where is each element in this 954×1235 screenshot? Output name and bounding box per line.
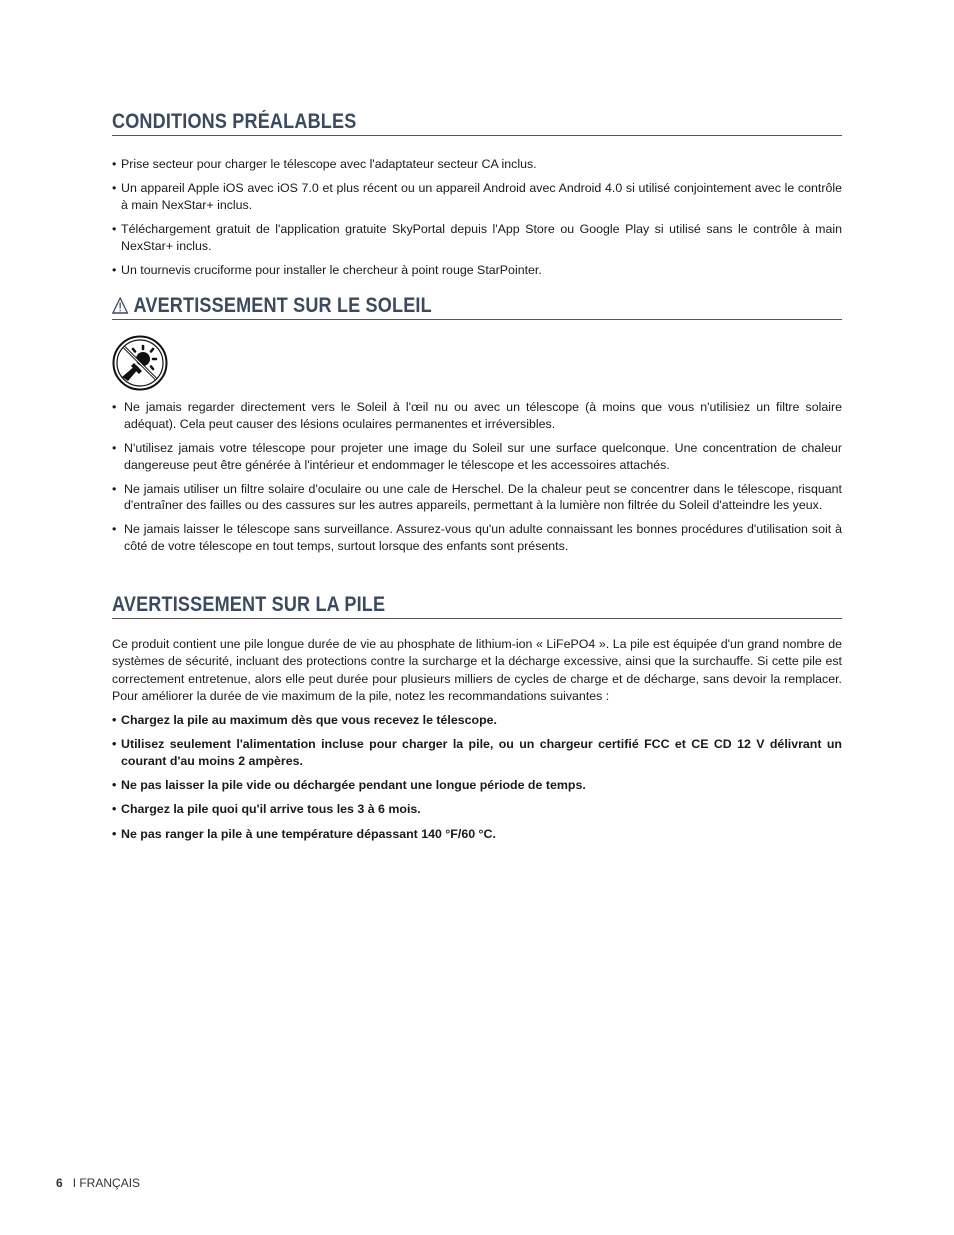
section-heading-battery	[112, 593, 842, 619]
list-item: • Un tournevis cruciforme pour installer le chercheur à point rouge StarPointer.	[112, 262, 842, 279]
list-item: • Téléchargement gratuit de l'application gratuite SkyPortal depuis l'App Store ou Google Play si utilisé sans le contrôle à main NexStar+ inclus.	[112, 221, 842, 255]
list-item: • Ne jamais laisser le télescope sans surveillance. Assurez-vous qu'un adulte connaissant les bonnes procédures d'utilisation soit à côté de votre télescope en tout temps, surtout lorsque des enfants sont présents.	[112, 521, 842, 555]
list-item: • Un appareil Apple iOS avec iOS 7.0 et plus récent ou un appareil Android avec Android 4.0 si utilisé conjointement avec le contrôle à main NexStar+ inclus.	[112, 180, 842, 214]
no-sun-viewing-icon	[112, 335, 168, 391]
list-item: • Ne jamais utiliser un filtre solaire d'oculaire ou une cale de Herschel. De la chaleur peut se concentrer dans le télescope, risquant d'entraîner des failles ou des cassures sur les autres appareils, permettant à la lumière non filtrée du Soleil d'atteindre les yeux.	[112, 481, 842, 515]
page-footer	[56, 1176, 140, 1190]
prereq-list	[112, 156, 842, 286]
section-title-text: AVERTISSEMENT SUR LE SOLEIL	[133, 294, 432, 317]
list-item: • Chargez la pile au maximum dès que vous recevez le télescope.	[112, 712, 842, 729]
section-heading-prereq	[112, 110, 842, 136]
section-title: CONDITIONS PRÉALABLES	[112, 110, 357, 133]
warning-triangle-icon	[112, 297, 128, 314]
battery-paragraph: Ce produit contient une pile longue durée de vie au phosphate de lithium-ion « LiFePO4 ». La pile est équipée d'un grand nombre de systèmes de sécurité, incluant des protections contre la surcharge et la décharge excessive, ainsi que la surchauffe. Si cette pile est correctement entretenue, alors elle peut durée pour plusieurs milliers de cycles de charge et de décharge, sans devoir la remplacer. Pour améliorer la durée de vie maximum de la pile, notez les recommandations suivantes :	[112, 637, 842, 704]
list-item: • Prise secteur pour charger le télescope avec l'adaptateur secteur CA inclus.	[112, 156, 842, 173]
list-item: • Ne pas ranger la pile à une température dépassant 140 °F/60 °C.	[112, 826, 842, 843]
page-number: 6	[56, 1176, 63, 1190]
list-item: • Chargez la pile quoi qu'il arrive tous les 3 à 6 mois.	[112, 801, 842, 818]
list-item: • Ne jamais regarder directement vers le Soleil à l'œil nu ou avec un télescope (à moins que vous n'utilisiez un filtre solaire adéquat). Cela peut causer des lésions oculaires permanentes et irréversibles.	[112, 399, 842, 433]
section-title: AVERTISSEMENT SUR LA PILE	[112, 593, 386, 616]
footer-language: I FRANÇAIS	[72, 1176, 141, 1190]
sun-warning-list	[112, 399, 842, 562]
list-item: • Ne pas laisser la pile vide ou déchargée pendant une longue période de temps.	[112, 777, 842, 794]
section-title	[112, 294, 740, 318]
section-heading-sun	[112, 294, 842, 320]
battery-recommendations-list	[112, 712, 842, 850]
list-item: • Utilisez seulement l'alimentation incluse pour charger la pile, ou un chargeur certifié FCC et CE CD 12 V délivrant un courant d'au moins 2 ampères.	[112, 736, 842, 770]
list-item: • N'utilisez jamais votre télescope pour projeter une image du Soleil sur une surface quelconque. Une concentration de chaleur dangereuse peut être générée à l'intérieur et endommager le télescope et les accessoires attachés.	[112, 440, 842, 474]
